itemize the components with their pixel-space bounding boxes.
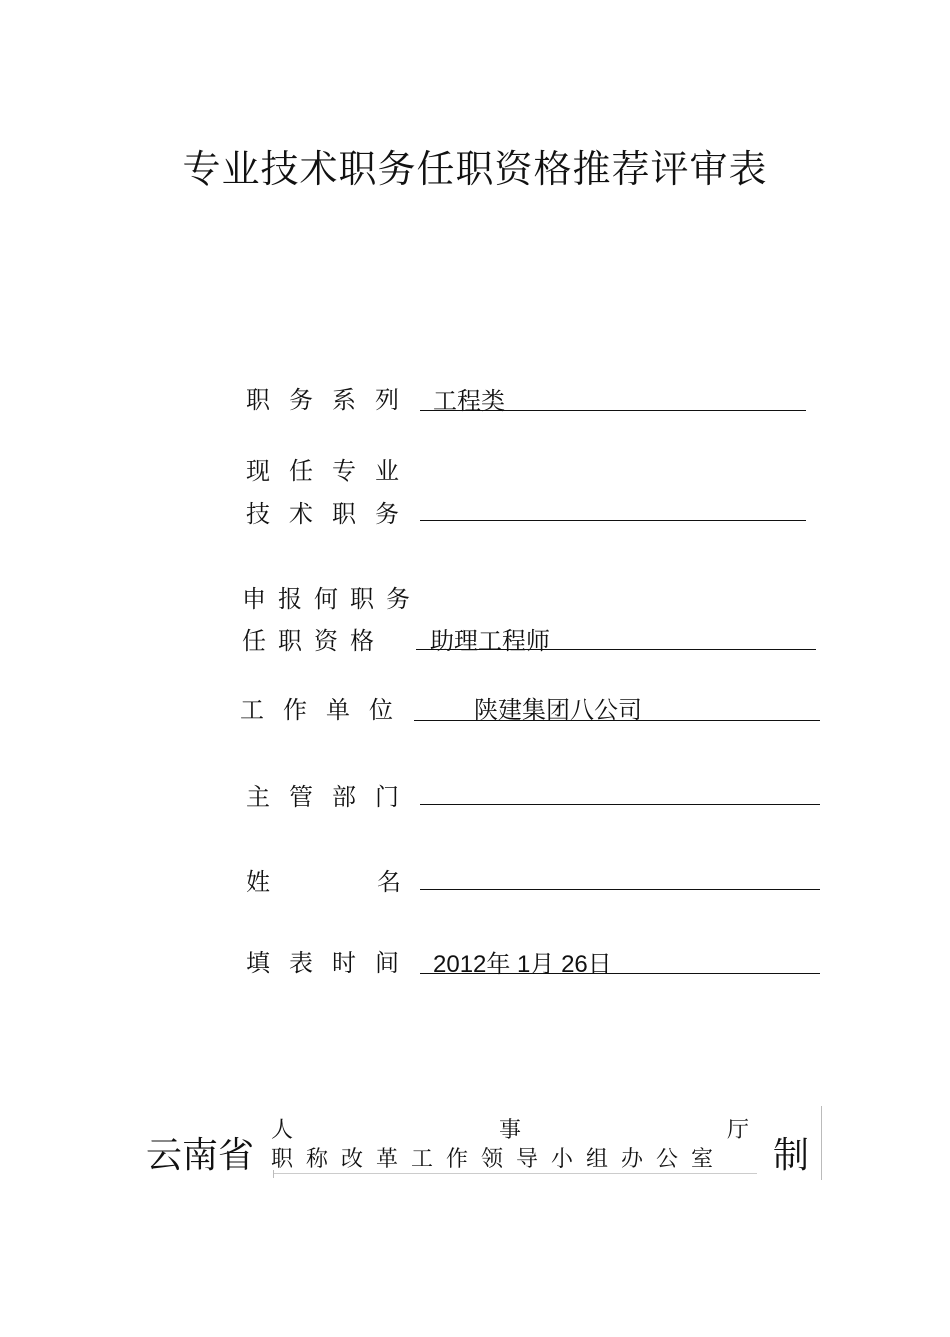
footer-top-1: 人 [271,1118,294,1143]
apply-label-1: 申报何职务 [242,585,422,613]
current-label-1: 现任专业 [246,457,418,485]
footer-right-bar [821,1106,822,1180]
date-value[interactable]: 2012年 1月 26日 [433,951,612,978]
footer-top-3: 厅 [727,1118,750,1143]
unit-label: 工作单位 [240,696,412,724]
series-value[interactable]: 工程类 [433,387,505,415]
footer-top-2: 事 [499,1118,522,1143]
footer-office: 职称改革工作领导小组办公室 [271,1147,727,1172]
name-underline [420,889,820,890]
dept-label: 主管部门 [246,783,418,811]
dept-underline [420,804,820,805]
footer-rule [273,1173,757,1174]
footer-rule-tick [273,1170,274,1178]
apply-value[interactable]: 助理工程师 [430,627,550,655]
apply-label-2: 任职资格 [242,627,386,655]
name-label-surname: 姓 [246,868,270,896]
unit-value[interactable]: 陕建集团八公司 [474,696,642,724]
date-label: 填表时间 [246,949,418,977]
series-label: 职务系列 [246,386,418,414]
page-title: 专业技术职务任职资格推荐评审表 [182,147,768,191]
footer-province: 云南省 [146,1135,255,1176]
current-label-2: 技术职务 [246,500,418,528]
current-underline [420,520,806,521]
footer-suffix: 制 [773,1135,810,1176]
name-label-given: 名 [377,868,401,896]
